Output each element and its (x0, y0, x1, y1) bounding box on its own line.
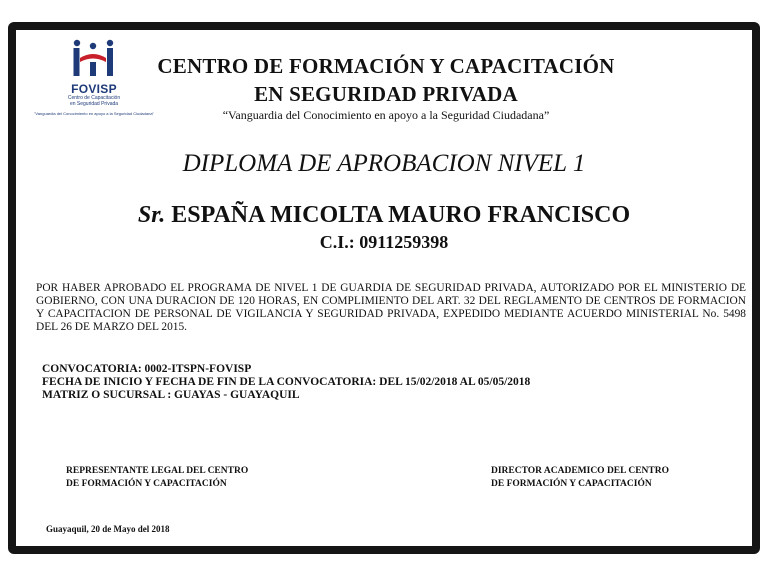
branch-line: MATRIZ O SUCURSAL : GUAYAS - GUAYAQUIL (42, 389, 300, 401)
institution-title-line-2: EN SEGURIDAD PRIVADA (254, 82, 518, 106)
recipient-line (16, 202, 752, 229)
recipient-id: C.I.: 0911259398 (319, 232, 449, 252)
signature-left-line-1: REPRESENTANTE LEGAL DEL CENTRO (66, 466, 249, 476)
signature-left-line-2: DE FORMACIÓN Y CAPACITACIÓN (66, 479, 227, 489)
institution-motto: “Vanguardia del Conocimiento en apoyo a la Seguridad Ciudadana” (222, 108, 550, 122)
fovisp-logo (30, 38, 158, 120)
recipient-name: ESPAÑA MICOLTA MAURO FRANCISCO (171, 202, 631, 228)
logo-name: FOVISP (71, 82, 117, 96)
diploma-frame (8, 22, 760, 554)
signature-legal-representative (66, 465, 248, 491)
issue-date: Guayaquil, 20 de Mayo del 2018 (46, 524, 170, 534)
signature-academic-director (491, 465, 669, 491)
signature-right-line-2: DE FORMACIÓN Y CAPACITACIÓN (491, 479, 652, 489)
approval-paragraph: POR HABER APROBADO EL PROGRAMA DE NIVEL 1 DE GUARDIA DE SEGURIDAD PRIVADA, AUTORIZADO POR EL MINISTERIO DE GOBIERNO, CON UNA DURACION DE 120 HORAS, EN COMPLIMIENTO DEL ART. 32 DEL REGLAMENTO DE CENTROS DE FORMACION Y CAPACITACION DE PERSONAL DE VIGILANCIA Y SEGURIDAD PRIVADA, EXPEDIDO MEDIANTE ACUERDO MINISTERIAL No. 5498 DEL 26 DE MARZO DEL 2015. (36, 282, 746, 333)
convocatoria-line: CONVOCATORIA: 0002-ITSPN-FOVISP (42, 363, 252, 375)
diploma-sheet (16, 30, 752, 546)
recipient-honorific: Sr. (137, 202, 166, 228)
logo-subtitle-1: Centro de Capacitación (67, 95, 121, 101)
signature-right-line-1: DIRECTOR ACADEMICO DEL CENTRO (491, 466, 669, 476)
diploma-heading: DIPLOMA DE APROBACION NIVEL 1 (182, 150, 586, 177)
logo-subtitle-2: en Seguridad Privada (69, 101, 119, 107)
dates-line: FECHA DE INICIO Y FECHA DE FIN DE LA CONVOCATORIA: DEL 15/02/2018 AL 05/05/2018 (42, 376, 531, 388)
institution-title-line-1: CENTRO DE FORMACIÓN Y CAPACITACIÓN (157, 54, 615, 78)
logo-tagline: "Vanguardia del Conocimiento en apoyo a la Seguridad Ciudadana" (34, 111, 154, 116)
fovisp-figures-icon (66, 38, 122, 82)
